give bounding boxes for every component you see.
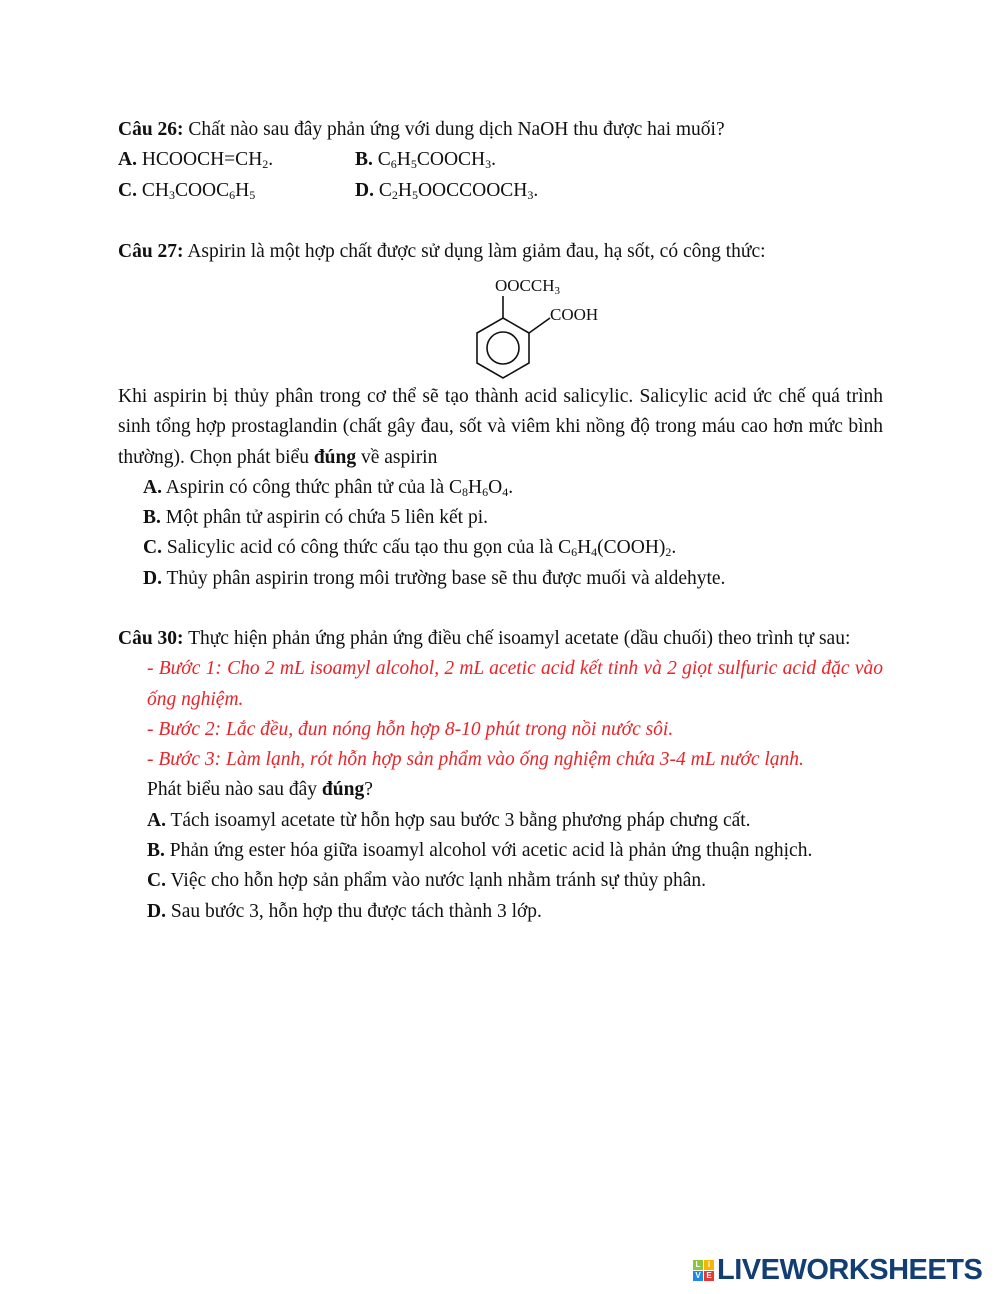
- option-text: C: [373, 179, 392, 201]
- liveworksheets-logo: [693, 1254, 982, 1287]
- emphasis: đúng: [313, 446, 357, 468]
- option-text: Thủy phân aspirin trong môi trường base sẽ thu được muối và aldehyte.: [161, 567, 726, 589]
- option-text: (COOH): [597, 537, 666, 559]
- prompt-text: ?: [364, 779, 373, 801]
- option-label: C.: [147, 870, 166, 892]
- option-text: .: [533, 179, 539, 201]
- option-label: C.: [118, 179, 137, 201]
- option-label: A.: [147, 809, 166, 831]
- cube-letter: V: [693, 1271, 703, 1281]
- logo-cube-icon: [693, 1260, 714, 1281]
- step-2: - Bước 2: Lắc đều, đun nóng hỗn hợp 8-10 phút trong nồi nước sôi.: [147, 718, 674, 740]
- option-d[interactable]: [118, 897, 883, 927]
- subscript: 5: [410, 157, 417, 172]
- question-text: Chất nào sau đây phản ứng với dung dịch NaOH thu được hai muối?: [183, 119, 725, 140]
- option-text: .: [491, 149, 497, 171]
- question-30-stem: [118, 624, 883, 654]
- cube-letter: I: [704, 1260, 714, 1270]
- option-text: H: [235, 179, 250, 201]
- option-d[interactable]: [118, 564, 883, 594]
- cube-letter: L: [693, 1260, 703, 1270]
- question-27-stem: [118, 237, 883, 267]
- ester-group-label: OOCCH3: [495, 276, 561, 297]
- option-label: C.: [143, 537, 162, 559]
- option-text: Việc cho hỗn hợp sản phẩm vào nước lạnh nhằm tránh sự thủy phân.: [165, 870, 707, 892]
- option-b[interactable]: [118, 503, 883, 533]
- option-c[interactable]: [118, 866, 883, 896]
- option-text: OOCCOOCH: [417, 179, 528, 201]
- option-c[interactable]: [118, 533, 883, 563]
- subscript: 6: [482, 484, 489, 499]
- option-label: D.: [147, 900, 166, 922]
- subscript: 3: [485, 157, 492, 172]
- option-b[interactable]: [118, 836, 883, 866]
- option-label: D.: [143, 567, 162, 589]
- question-text: Aspirin là một hợp chất được sử dụng làm giảm đau, hạ sốt, có công thức:: [183, 241, 766, 262]
- subscript: 8: [462, 484, 469, 499]
- option-a[interactable]: [118, 149, 273, 170]
- option-text: .: [268, 149, 274, 171]
- option-text: Phản ứng ester hóa giữa isoamyl alcohol với acetic acid là phản ứng thuận nghịch.: [164, 840, 813, 862]
- subscript: 3: [168, 187, 175, 202]
- option-text: CH: [136, 179, 169, 201]
- option-label: A.: [118, 149, 137, 171]
- subscript: 6: [229, 187, 236, 202]
- subscript: 2: [262, 157, 269, 172]
- option-label: B.: [143, 507, 161, 529]
- option-text: Aspirin có công thức phân tử của là C: [161, 476, 463, 498]
- option-text: H: [396, 149, 411, 171]
- prompt-text: Phát biểu nào sau đây: [147, 779, 322, 801]
- logo-text: LIVEWORKSHEETS: [717, 1254, 983, 1286]
- benzene-ring: [477, 318, 529, 378]
- subscript: 2: [665, 545, 672, 560]
- subscript: 5: [249, 187, 256, 202]
- aspirin-structure: [440, 268, 640, 383]
- option-label: B.: [147, 840, 165, 862]
- paragraph-text: Khi aspirin bị thủy phân trong cơ thể sẽ tạo thành acid salicylic. Salicylic acid ức chế quá trình sinh tổng hợp prostaglandin (chất gây đau, sốt và viêm khi nồng độ trong máu cao hơn mức bình thường). Chọn phát biểu: [118, 386, 883, 468]
- cube-letter: E: [704, 1271, 714, 1281]
- question-30-prompt: [118, 775, 883, 805]
- option-text: O: [488, 476, 503, 498]
- subscript: 4: [591, 545, 598, 560]
- option-text: H: [468, 476, 483, 498]
- emphasis: đúng: [321, 779, 365, 801]
- question-30: [118, 624, 883, 927]
- question-27-body: [118, 382, 883, 594]
- option-b[interactable]: [355, 145, 496, 175]
- question-text: Thực hiện phản ứng phản ứng điều chế isoamyl acetate (dầu chuối) theo trình tự sau:: [183, 628, 851, 649]
- question-26: [118, 115, 883, 206]
- subscript: 3: [527, 187, 534, 202]
- carboxyl-group-label: COOH: [550, 305, 599, 324]
- option-text: .: [508, 476, 514, 498]
- subscript: 6: [390, 157, 397, 172]
- paragraph-text: về aspirin: [356, 446, 438, 468]
- option-text: Sau bước 3, hỗn hợp thu được tách thành 3 lớp.: [165, 900, 542, 922]
- step-1: - Bước 1: Cho 2 mL isoamyl alcohol, 2 mL acetic acid kết tinh và 2 giọt sulfuric acid đặc vào ống nghiệm.: [147, 658, 883, 710]
- bond-carboxyl: [529, 318, 550, 333]
- question-label: Câu 26:: [118, 119, 184, 140]
- option-label: A.: [143, 476, 162, 498]
- option-text: Salicylic acid có công thức cấu tạo thu gọn của là C: [161, 537, 572, 559]
- option-text: HCOOCH=CH: [136, 149, 263, 171]
- question-27-paragraph: [118, 382, 883, 473]
- subscript: 5: [411, 187, 418, 202]
- option-text: H: [397, 179, 412, 201]
- step-3: - Bước 3: Làm lạnh, rót hỗn hợp sản phẩm vào ống nghiệm chứa 3-4 mL nước lạnh.: [147, 749, 804, 771]
- option-text: Một phân tử aspirin có chứa 5 liên kết pi.: [160, 507, 489, 529]
- option-text: H: [577, 537, 592, 559]
- subscript: 4: [502, 484, 509, 499]
- subscript: 6: [571, 545, 578, 560]
- option-text: COOC: [174, 179, 230, 201]
- option-a[interactable]: [118, 473, 883, 503]
- option-text: C: [372, 149, 391, 171]
- options-row-ab: [118, 145, 883, 175]
- subscript: 2: [391, 187, 398, 202]
- options-row-cd: [118, 176, 883, 206]
- question-label: Câu 30:: [118, 628, 184, 649]
- option-text: Tách isoamyl acetate từ hỗn hợp sau bước 3 bằng phương pháp chưng cất.: [165, 809, 751, 831]
- option-text: COOCH: [416, 149, 486, 171]
- aromatic-circle: [487, 332, 519, 364]
- option-label: B.: [355, 149, 373, 171]
- question-label: Câu 27:: [118, 241, 184, 262]
- option-c[interactable]: [118, 180, 255, 201]
- option-text: .: [671, 537, 677, 559]
- option-label: D.: [355, 179, 374, 201]
- question-26-stem: [118, 115, 883, 145]
- option-d[interactable]: [355, 176, 538, 206]
- option-a[interactable]: [118, 806, 883, 836]
